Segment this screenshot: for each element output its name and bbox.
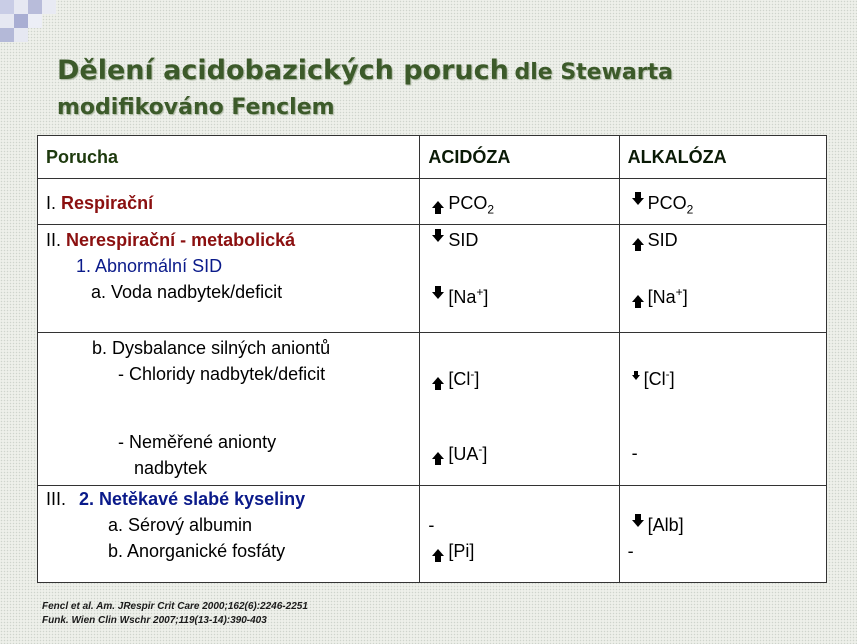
corner-decoration bbox=[0, 0, 70, 50]
up-arrow-icon bbox=[432, 452, 444, 459]
row1-label: Respirační bbox=[61, 193, 154, 213]
row1-acid-text: PCO bbox=[448, 193, 488, 213]
down-arrow-icon bbox=[632, 375, 640, 380]
row1-acid-sub: 2 bbox=[487, 202, 495, 217]
row1-alk-text: PCO bbox=[647, 193, 687, 213]
title-sub: dle Stewarta bbox=[514, 60, 673, 85]
title-line2: modifikováno Fenclem bbox=[57, 95, 335, 120]
row3-acid-cl-end: ] bbox=[474, 369, 480, 389]
classification-table bbox=[37, 135, 827, 583]
up-arrow-icon bbox=[432, 201, 444, 208]
row3-line1: b. Dysbalance silných aniontů bbox=[92, 338, 331, 358]
row3-acid-ua-sup: - bbox=[478, 442, 483, 456]
row2-sub2: a. Voda nadbytek/deficit bbox=[91, 282, 283, 302]
header-porucha: Porucha bbox=[46, 147, 119, 167]
table-row-anions bbox=[38, 333, 827, 486]
row4-alk-alb: [Alb] bbox=[647, 515, 684, 535]
row3-acid-ua: [UA bbox=[448, 444, 479, 464]
row3-acid-ua-end: ] bbox=[482, 444, 488, 464]
up-arrow-icon bbox=[432, 377, 444, 384]
row4-acid-dash: - bbox=[428, 515, 435, 535]
title-main: Dělení acidobazických poruch bbox=[57, 55, 509, 86]
row3-alk-dash: - bbox=[631, 443, 638, 463]
row1-prefix: I. bbox=[46, 193, 57, 213]
row3-alk-cl: [Cl bbox=[643, 369, 666, 389]
row2-acid-na: [Na bbox=[448, 287, 477, 307]
down-arrow-icon bbox=[432, 235, 444, 242]
table-row-weak-acids bbox=[38, 486, 827, 583]
up-arrow-icon bbox=[632, 295, 644, 302]
row2-acid-na-end: ] bbox=[483, 287, 489, 307]
reference-item: Funk. Wien Clin Wschr 2007;119(13-14):390-403 bbox=[42, 615, 267, 626]
down-arrow-icon bbox=[632, 198, 644, 205]
header-alkaloza: ALKALÓZA bbox=[627, 147, 727, 167]
down-arrow-icon bbox=[432, 292, 444, 299]
row4-line2: a. Sérový albumin bbox=[108, 515, 253, 535]
row2-alk-na-sup: + bbox=[675, 285, 683, 299]
row4-prefix: III. bbox=[46, 489, 67, 509]
table-row-respiratory bbox=[38, 179, 827, 225]
row4-acid-pi: [Pi] bbox=[448, 541, 475, 561]
row3-acid-cl-sup: - bbox=[470, 367, 475, 381]
slide-title bbox=[57, 52, 817, 123]
row3-acid-cl: [Cl bbox=[448, 369, 471, 389]
row4-label: 2. Netěkavé slabé kyseliny bbox=[79, 489, 306, 509]
row3-line3: - Neměřené anionty bbox=[118, 432, 277, 452]
row2-alk-sid: SID bbox=[647, 230, 678, 250]
row4-line3: b. Anorganické fosfáty bbox=[108, 541, 286, 561]
reference-item: Fencl et al. Am. JRespir Crit Care 2000;162(6):2246-2251 bbox=[42, 601, 308, 612]
table-row-metabolic bbox=[38, 225, 827, 333]
row3-alk-cl-end: ] bbox=[669, 369, 675, 389]
table-header-row bbox=[38, 136, 827, 179]
references bbox=[42, 600, 308, 628]
down-arrow-icon bbox=[632, 520, 644, 527]
row3-alk-cl-sup: - bbox=[665, 367, 670, 381]
row2-sub1: 1. Abnormální SID bbox=[76, 256, 223, 276]
row3-line4: nadbytek bbox=[134, 458, 208, 478]
row2-alk-na-end: ] bbox=[682, 287, 688, 307]
row2-label: Nerespirační - metabolická bbox=[66, 230, 296, 250]
row3-line2: - Chloridy nadbytek/deficit bbox=[118, 364, 326, 384]
row1-alk-sub: 2 bbox=[686, 202, 694, 217]
header-acidoza: ACIDÓZA bbox=[428, 147, 511, 167]
up-arrow-icon bbox=[432, 549, 444, 556]
row2-prefix: II. bbox=[46, 230, 62, 250]
up-arrow-icon bbox=[632, 238, 644, 245]
row2-alk-na: [Na bbox=[647, 287, 676, 307]
row4-alk-dash: - bbox=[627, 541, 634, 561]
row2-acid-na-sup: + bbox=[476, 285, 484, 299]
row2-acid-sid: SID bbox=[448, 230, 479, 250]
